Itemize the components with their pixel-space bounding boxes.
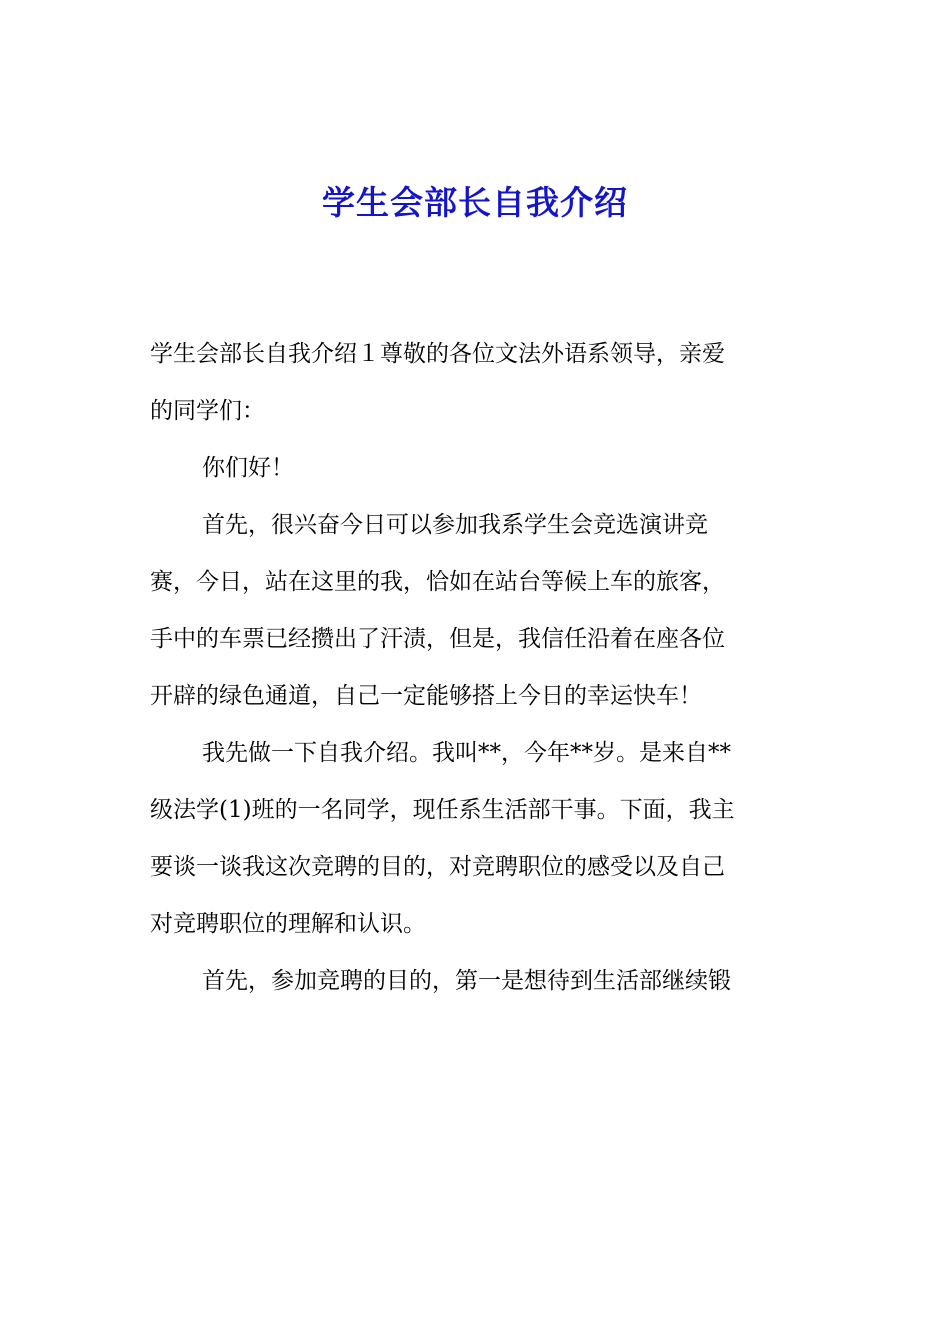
paragraph-line: 开辟的绿色通道，自己一定能够搭上今日的幸运快车！ bbox=[150, 683, 702, 709]
paragraph-line: 赛，今日，站在这里的我，恰如在站台等候上车的旅客， bbox=[150, 569, 725, 595]
paragraph-line: 首先，很兴奋今日可以参加我系学生会竞选演讲竞 bbox=[202, 512, 708, 538]
paragraph-line: 首先，参加竞聘的目的，第一是想待到生活部继续锻 bbox=[202, 968, 731, 994]
paragraph-line: 学生会部长自我介绍１尊敬的各位文法外语系领导，亲爱 bbox=[150, 341, 725, 367]
document-body bbox=[150, 326, 810, 1010]
paragraph-line: 对竞聘职位的理解和认识。 bbox=[150, 911, 426, 937]
paragraph-line: 级法学(1)班的一名同学，现任系生活部干事。下面，我主 bbox=[150, 797, 735, 823]
paragraph-line: 要谈一谈我这次竞聘的目的，对竞聘职位的感受以及自己 bbox=[150, 854, 725, 880]
paragraph-line: 你们好！ bbox=[202, 455, 294, 481]
paragraph-line: 手中的车票已经攒出了汗渍，但是，我信任沿着在座各位 bbox=[150, 626, 725, 652]
document-title: 学生会部长自我介绍 bbox=[322, 183, 628, 222]
paragraph-line: 我先做一下自我介绍。我叫**，今年**岁。是来自** bbox=[202, 740, 731, 766]
paragraph-line: 的同学们： bbox=[150, 398, 265, 424]
